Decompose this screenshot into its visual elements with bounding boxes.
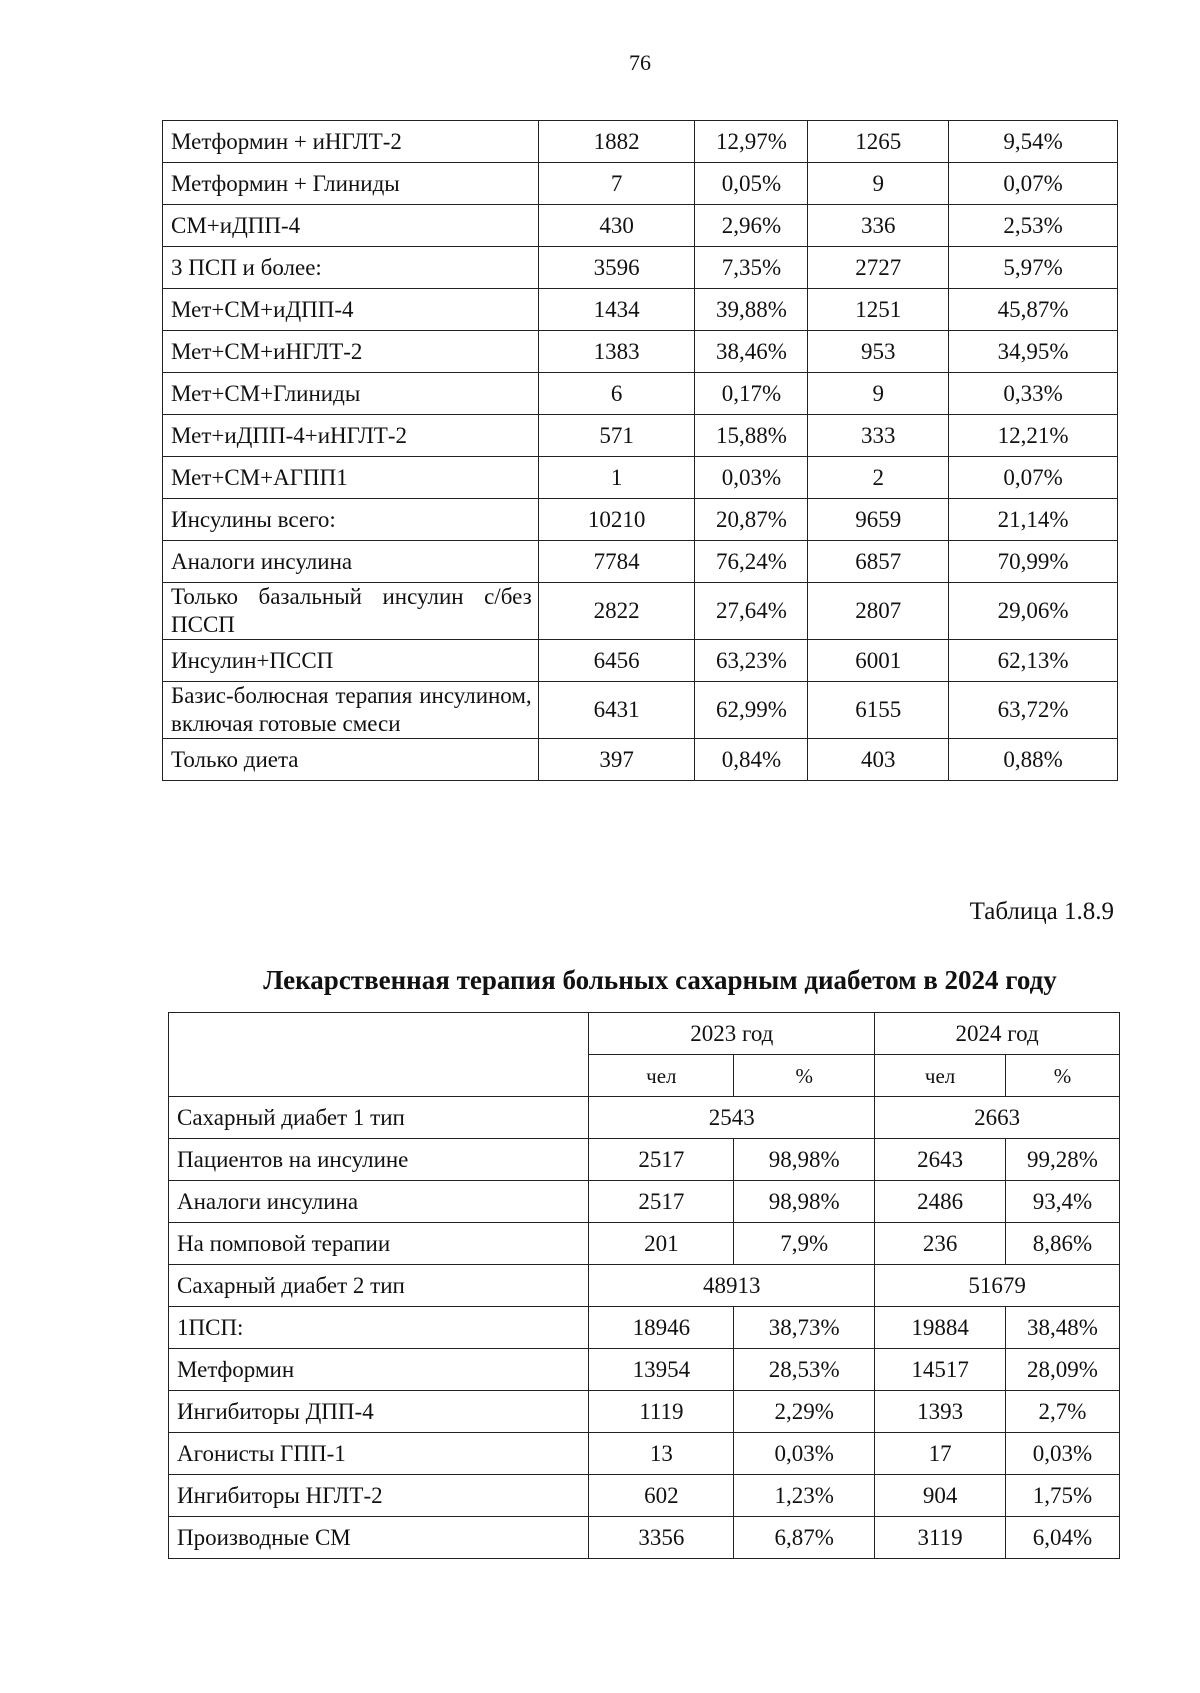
row-label: 3 ПСП и более: bbox=[163, 247, 539, 289]
percent-2024: 2,7% bbox=[1006, 1391, 1120, 1433]
table-row-type1-total bbox=[169, 1097, 1120, 1139]
table-row bbox=[163, 373, 1118, 415]
count-2023: 6 bbox=[538, 373, 695, 415]
percent-2023: 27,64% bbox=[695, 583, 808, 640]
count-2023: 2822 bbox=[538, 583, 695, 640]
table-row bbox=[163, 163, 1118, 205]
percent-2023: 38,73% bbox=[734, 1307, 875, 1349]
percent-2023: 2,29% bbox=[734, 1391, 875, 1433]
percent-2023: 0,03% bbox=[695, 457, 808, 499]
count-2023: 6456 bbox=[538, 640, 695, 682]
table-row bbox=[169, 1307, 1120, 1349]
count-2023: 13 bbox=[589, 1433, 734, 1475]
table-header bbox=[169, 1013, 1120, 1097]
table-row bbox=[169, 1391, 1120, 1433]
count-2023: 1882 bbox=[538, 121, 695, 163]
row-label: Мет+иДПП-4+иНГЛТ-2 bbox=[163, 415, 539, 457]
count-2023: 571 bbox=[538, 415, 695, 457]
count-2024: 19884 bbox=[875, 1307, 1006, 1349]
table-row bbox=[163, 247, 1118, 289]
count-2023: 602 bbox=[589, 1475, 734, 1517]
percent-2023: 28,53% bbox=[734, 1349, 875, 1391]
row-label: Мет+СМ+АГПП1 bbox=[163, 457, 539, 499]
count-2023: 1119 bbox=[589, 1391, 734, 1433]
count-2023: 7784 bbox=[538, 541, 695, 583]
count-2024: 236 bbox=[875, 1223, 1006, 1265]
percent-2023: 62,99% bbox=[695, 682, 808, 739]
count-2023: 3596 bbox=[538, 247, 695, 289]
table-row bbox=[163, 331, 1118, 373]
row-label: На помповой терапии bbox=[169, 1223, 589, 1265]
count-2024: 2643 bbox=[875, 1139, 1006, 1181]
count-2024: 333 bbox=[808, 415, 949, 457]
percent-2024: 0,07% bbox=[949, 163, 1118, 205]
percent-2023: 0,03% bbox=[734, 1433, 875, 1475]
count-2023: 397 bbox=[538, 739, 695, 781]
row-label: Агонисты ГПП-1 bbox=[169, 1433, 589, 1475]
header-percent-2024: % bbox=[1006, 1055, 1120, 1097]
count-2024: 17 bbox=[875, 1433, 1006, 1475]
row-label: Аналоги инсулина bbox=[169, 1181, 589, 1223]
table-row bbox=[169, 1181, 1120, 1223]
count-2023: 3356 bbox=[589, 1517, 734, 1559]
table-number: Таблица 1.8.9 bbox=[969, 898, 1114, 925]
percent-2023: 7,35% bbox=[695, 247, 808, 289]
percent-2024: 38,48% bbox=[1006, 1307, 1120, 1349]
row-label: Пациентов на инсулине bbox=[169, 1139, 589, 1181]
percent-2024: 0,07% bbox=[949, 457, 1118, 499]
row-label: Ингибиторы НГЛТ-2 bbox=[169, 1475, 589, 1517]
percent-2024: 1,75% bbox=[1006, 1475, 1120, 1517]
percent-2023: 98,98% bbox=[734, 1139, 875, 1181]
table-row bbox=[163, 457, 1118, 499]
count-2023: 201 bbox=[589, 1223, 734, 1265]
count-2023: 2517 bbox=[589, 1181, 734, 1223]
count-2024: 953 bbox=[808, 331, 949, 373]
count-2023: 430 bbox=[538, 205, 695, 247]
row-label: Метформин + иНГЛТ-2 bbox=[163, 121, 539, 163]
row-label: Производные СМ bbox=[169, 1517, 589, 1559]
percent-2023: 20,87% bbox=[695, 499, 808, 541]
row-label: Метформин + Глиниды bbox=[163, 163, 539, 205]
count-2024: 3119 bbox=[875, 1517, 1006, 1559]
percent-2023: 2,96% bbox=[695, 205, 808, 247]
row-label: Мет+СМ+иНГЛТ-2 bbox=[163, 331, 539, 373]
table-row bbox=[163, 640, 1118, 682]
percent-2024: 93,4% bbox=[1006, 1181, 1120, 1223]
therapy-table-body bbox=[163, 121, 1118, 781]
percent-2023: 6,87% bbox=[734, 1517, 875, 1559]
header-people-2023: чел bbox=[589, 1055, 734, 1097]
table-row bbox=[169, 1433, 1120, 1475]
percent-2023: 0,84% bbox=[695, 739, 808, 781]
count-2024: 14517 bbox=[875, 1349, 1006, 1391]
percent-2024: 63,72% bbox=[949, 682, 1118, 739]
table-row bbox=[163, 499, 1118, 541]
table-row bbox=[163, 121, 1118, 163]
count-2023: 1383 bbox=[538, 331, 695, 373]
table-row bbox=[163, 289, 1118, 331]
percent-2023: 76,24% bbox=[695, 541, 808, 583]
percent-2024: 34,95% bbox=[949, 331, 1118, 373]
count-2024: 904 bbox=[875, 1475, 1006, 1517]
percent-2023: 63,23% bbox=[695, 640, 808, 682]
count-2024: 1265 bbox=[808, 121, 949, 163]
percent-2024: 6,04% bbox=[1006, 1517, 1120, 1559]
percent-2023: 0,17% bbox=[695, 373, 808, 415]
total-2024: 2663 bbox=[875, 1097, 1120, 1139]
percent-2024: 5,97% bbox=[949, 247, 1118, 289]
count-2023: 7 bbox=[538, 163, 695, 205]
table-row bbox=[163, 205, 1118, 247]
header-empty-cell bbox=[169, 1013, 589, 1097]
table-row bbox=[169, 1475, 1120, 1517]
percent-2023: 38,46% bbox=[695, 331, 808, 373]
therapy-table-continued bbox=[162, 120, 1118, 781]
table-row bbox=[163, 739, 1118, 781]
percent-2024: 70,99% bbox=[949, 541, 1118, 583]
table-row bbox=[163, 541, 1118, 583]
row-label: Мет+СМ+Глиниды bbox=[163, 373, 539, 415]
percent-2024: 99,28% bbox=[1006, 1139, 1120, 1181]
count-2024: 9659 bbox=[808, 499, 949, 541]
percent-2023: 39,88% bbox=[695, 289, 808, 331]
count-2023: 1434 bbox=[538, 289, 695, 331]
table-row bbox=[169, 1517, 1120, 1559]
table-title: Лекарственная терапия больных сахарным диабетом в 2024 году bbox=[263, 965, 1057, 995]
count-2024: 6155 bbox=[808, 682, 949, 739]
count-2024: 1393 bbox=[875, 1391, 1006, 1433]
count-2023: 6431 bbox=[538, 682, 695, 739]
table-row bbox=[163, 583, 1118, 640]
percent-2024: 21,14% bbox=[949, 499, 1118, 541]
table-row-type2-total bbox=[169, 1265, 1120, 1307]
header-percent-2023: % bbox=[734, 1055, 875, 1097]
percent-2023: 98,98% bbox=[734, 1181, 875, 1223]
count-2024: 2 bbox=[808, 457, 949, 499]
row-label: Метформин bbox=[169, 1349, 589, 1391]
row-label: Мет+СМ+иДПП-4 bbox=[163, 289, 539, 331]
percent-2024: 0,03% bbox=[1006, 1433, 1120, 1475]
percent-2024: 2,53% bbox=[949, 205, 1118, 247]
percent-2023: 1,23% bbox=[734, 1475, 875, 1517]
row-label: Инсулин+ПССП bbox=[163, 640, 539, 682]
row-label: Ингибиторы ДПП-4 bbox=[169, 1391, 589, 1433]
row-label: Сахарный диабет 1 тип bbox=[169, 1097, 589, 1139]
percent-2023: 15,88% bbox=[695, 415, 808, 457]
count-2024: 9 bbox=[808, 163, 949, 205]
count-2024: 336 bbox=[808, 205, 949, 247]
count-2024: 2807 bbox=[808, 583, 949, 640]
percent-2024: 45,87% bbox=[949, 289, 1118, 331]
row-label: 1ПСП: bbox=[169, 1307, 589, 1349]
header-year-2023: 2023 год bbox=[589, 1013, 875, 1055]
count-2023: 2517 bbox=[589, 1139, 734, 1181]
row-label: Аналоги инсулина bbox=[163, 541, 539, 583]
row-label: Базис-болюсная терапия инсулином, включая готовые смеси bbox=[163, 682, 539, 739]
count-2023: 13954 bbox=[589, 1349, 734, 1391]
percent-2024: 28,09% bbox=[1006, 1349, 1120, 1391]
total-2023: 48913 bbox=[589, 1265, 875, 1307]
table-row bbox=[163, 415, 1118, 457]
row-label: СМ+иДПП-4 bbox=[163, 205, 539, 247]
table-row bbox=[169, 1349, 1120, 1391]
count-2024: 2727 bbox=[808, 247, 949, 289]
header-people-2024: чел bbox=[875, 1055, 1006, 1097]
row-label: Только базальный инсулин с/без ПССП bbox=[163, 583, 539, 640]
count-2024: 6857 bbox=[808, 541, 949, 583]
percent-2024: 8,86% bbox=[1006, 1223, 1120, 1265]
count-2023: 18946 bbox=[589, 1307, 734, 1349]
percent-2023: 12,97% bbox=[695, 121, 808, 163]
count-2023: 10210 bbox=[538, 499, 695, 541]
total-2023: 2543 bbox=[589, 1097, 875, 1139]
count-2024: 1251 bbox=[808, 289, 949, 331]
header-row-years bbox=[169, 1013, 1120, 1055]
header-year-2024: 2024 год bbox=[875, 1013, 1120, 1055]
percent-2024: 29,06% bbox=[949, 583, 1118, 640]
row-label: Инсулины всего: bbox=[163, 499, 539, 541]
percent-2024: 0,88% bbox=[949, 739, 1118, 781]
total-2024: 51679 bbox=[875, 1265, 1120, 1307]
table-row bbox=[169, 1223, 1120, 1265]
table-row bbox=[163, 682, 1118, 739]
count-2023: 1 bbox=[538, 457, 695, 499]
therapy-table-2024 bbox=[168, 1012, 1120, 1559]
percent-2024: 12,21% bbox=[949, 415, 1118, 457]
percent-2023: 7,9% bbox=[734, 1223, 875, 1265]
count-2024: 2486 bbox=[875, 1181, 1006, 1223]
row-label: Только диета bbox=[163, 739, 539, 781]
percent-2024: 9,54% bbox=[949, 121, 1118, 163]
percent-2023: 0,05% bbox=[695, 163, 808, 205]
page-number: 76 bbox=[629, 50, 651, 75]
row-label: Сахарный диабет 2 тип bbox=[169, 1265, 589, 1307]
count-2024: 9 bbox=[808, 373, 949, 415]
table-row bbox=[169, 1139, 1120, 1181]
count-2024: 6001 bbox=[808, 640, 949, 682]
percent-2024: 0,33% bbox=[949, 373, 1118, 415]
count-2024: 403 bbox=[808, 739, 949, 781]
percent-2024: 62,13% bbox=[949, 640, 1118, 682]
therapy-table-2024-body bbox=[169, 1097, 1120, 1559]
